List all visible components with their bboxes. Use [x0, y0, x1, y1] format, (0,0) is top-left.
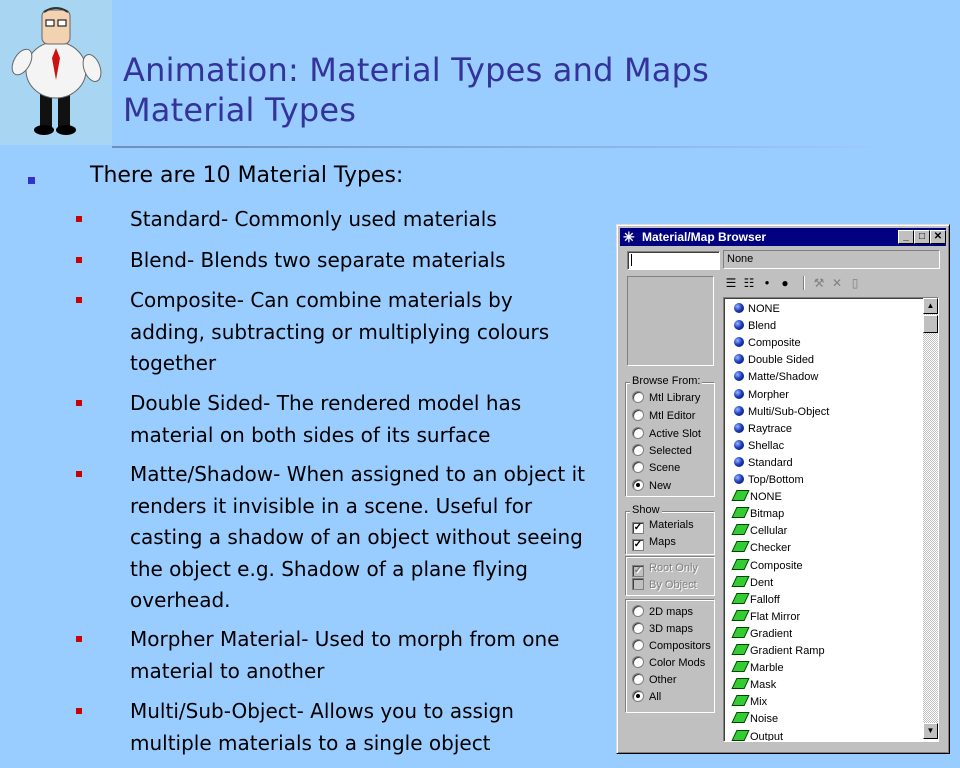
browse-from-title: Browse From:	[632, 375, 701, 387]
view-list-icon[interactable]: ☰	[725, 276, 737, 290]
scroll-up-button[interactable]: ▲	[923, 298, 938, 314]
text-cursor	[631, 254, 632, 266]
browse-from-group	[625, 375, 715, 497]
material-sphere-icon	[734, 440, 744, 450]
radio-button[interactable]	[632, 639, 644, 651]
material-list-item[interactable]	[734, 335, 801, 352]
list-item-label: Mix	[750, 696, 768, 709]
browse-active-slot-radio[interactable]	[632, 427, 701, 443]
maximize-button[interactable]: □	[914, 230, 930, 244]
browse-mtl-editor-radio[interactable]	[632, 409, 695, 425]
radio-label: Mtl Editor	[649, 410, 696, 422]
map-list-item[interactable]	[734, 677, 776, 694]
material-sphere-icon	[734, 423, 744, 433]
material-list-item[interactable]	[734, 472, 804, 489]
bullet-marker	[76, 400, 82, 406]
show-title: Show	[632, 504, 660, 516]
clear-library-icon[interactable]: ▯	[851, 276, 859, 290]
scroll-down-button[interactable]: ▼	[923, 723, 938, 739]
list-item-label: Composite	[748, 337, 801, 350]
map-parallelogram-icon	[731, 678, 749, 689]
map-parallelogram-icon	[731, 541, 749, 552]
map-parallelogram-icon	[731, 695, 749, 706]
list-scrollbar[interactable]	[923, 298, 938, 739]
browse-mtl-library-radio[interactable]	[632, 391, 700, 407]
checkbox-label: By Object	[649, 579, 697, 591]
show-materials-checkbox[interactable]	[632, 518, 694, 534]
filter-3d-maps-radio[interactable]	[632, 622, 693, 638]
radio-button[interactable]	[632, 444, 644, 456]
checkbox-label: Materials	[649, 519, 694, 531]
map-list-item[interactable]	[734, 558, 803, 575]
map-list-item[interactable]	[734, 540, 791, 557]
list-item-label: Morpher	[748, 388, 789, 401]
type-label: None	[723, 250, 940, 269]
list-item-label: Double Sided	[748, 354, 815, 367]
view-toolbar	[723, 275, 903, 293]
radio-button[interactable]	[632, 605, 644, 617]
material-sphere-icon	[734, 371, 744, 381]
list-item-label: Top/Bottom	[748, 474, 804, 486]
material-list-item[interactable]	[734, 387, 789, 404]
map-parallelogram-icon	[731, 507, 749, 518]
material-list-item[interactable]	[734, 455, 793, 472]
map-list-item[interactable]	[734, 609, 800, 626]
map-parallelogram-icon	[731, 730, 749, 741]
material-sphere-icon	[734, 320, 744, 330]
scroll-thumb[interactable]	[923, 315, 938, 333]
map-list-item[interactable]	[734, 523, 787, 540]
radio-button[interactable]	[632, 622, 644, 634]
radio-button[interactable]	[632, 409, 644, 421]
map-parallelogram-icon	[731, 644, 749, 655]
map-list-item[interactable]	[734, 489, 782, 506]
list-item-label: Raytrace	[748, 422, 793, 435]
dialog-titlebar[interactable]	[620, 228, 946, 246]
browse-selected-radio[interactable]	[632, 444, 692, 460]
dialog-title: Material/Map Browser	[642, 230, 767, 244]
toolbar-separator	[803, 276, 804, 290]
radio-button[interactable]	[632, 479, 644, 491]
material-list-item[interactable]	[734, 369, 818, 386]
map-parallelogram-icon	[731, 490, 749, 501]
material-list-item[interactable]	[734, 352, 814, 369]
material-sphere-icon	[734, 457, 744, 467]
list-item-label: Matte/Shadow	[748, 371, 819, 384]
radio-button[interactable]	[632, 656, 644, 668]
list-item-label: Gradient Ramp	[750, 645, 825, 657]
radio-label: 3D maps	[649, 623, 694, 635]
map-parallelogram-icon	[731, 559, 749, 570]
filter-2d-maps-radio[interactable]	[632, 605, 693, 621]
radio-label: Active Slot	[649, 428, 701, 440]
list-item-label: NONE	[750, 491, 782, 504]
list-item-label: Gradient	[750, 627, 793, 640]
by-object-checkbox[interactable]	[632, 578, 697, 594]
map-list-item[interactable]	[734, 575, 773, 592]
delete-icon[interactable]: ✕	[831, 276, 843, 290]
filter-other-radio[interactable]	[632, 673, 677, 689]
list-item-text: Blend- Blends two separate materials	[130, 248, 506, 272]
show-maps-checkbox[interactable]	[632, 535, 676, 551]
list-item-label: Bitmap	[750, 508, 785, 521]
map-parallelogram-icon	[731, 627, 749, 638]
list-item-text: Morpher Material- Used to morph from one material to another	[130, 627, 560, 683]
map-parallelogram-icon	[731, 524, 749, 535]
map-parallelogram-icon	[731, 576, 749, 587]
radio-button[interactable]	[632, 391, 644, 403]
material-list-item[interactable]	[734, 318, 776, 335]
map-list-item[interactable]	[734, 729, 783, 743]
list-item-text: Double Sided- The rendered model has material on both sides of its surface	[130, 391, 522, 447]
list-item-label: Noise	[750, 713, 779, 726]
list-item-text: Multi/Sub-Object- Allows you to assign multiple materials to a single object	[130, 699, 514, 755]
radio-button[interactable]	[632, 690, 644, 702]
slide-title-line2: Material Types	[123, 91, 357, 129]
material-sphere-icon	[734, 474, 744, 484]
list-item-text: Standard- Commonly used materials	[130, 207, 497, 231]
bullet-marker	[76, 471, 82, 477]
radio-label: Scene	[649, 462, 681, 474]
map-parallelogram-icon	[731, 610, 749, 621]
name-input[interactable]	[627, 251, 720, 270]
checkbox-label: Root Only	[649, 562, 698, 574]
filter-compositors-radio[interactable]	[632, 639, 711, 655]
map-list-item[interactable]	[734, 660, 784, 677]
mascot-figure	[0, 0, 112, 145]
list-item-label: Cellular	[750, 525, 788, 538]
map-parallelogram-icon	[731, 712, 749, 723]
radio-button[interactable]	[632, 461, 644, 473]
checkbox[interactable]: ✓	[633, 539, 643, 550]
list-item-label: Multi/Sub-Object	[748, 405, 830, 418]
close-button[interactable]: ✕	[930, 230, 946, 244]
material-sphere-icon	[734, 389, 744, 399]
app-icon: ✳	[623, 229, 635, 245]
material-map-browser-dialog	[616, 224, 950, 754]
radio-label: Selected	[649, 445, 692, 457]
map-list-item[interactable]	[734, 643, 825, 660]
list-item-label: Shellac	[748, 439, 785, 452]
material-sphere-icon	[734, 406, 744, 416]
list-item-label: Blend	[748, 320, 777, 333]
list-item-label: Flat Mirror	[750, 610, 801, 623]
bullet-marker	[76, 636, 82, 642]
map-list-item[interactable]	[734, 694, 767, 711]
list-item-label: Output	[750, 730, 784, 742]
map-list-item[interactable]	[734, 711, 778, 728]
bullet-marker	[76, 216, 82, 222]
root-options-group	[625, 556, 715, 596]
root-only-checkbox[interactable]	[632, 561, 698, 577]
view-small-icons-icon[interactable]: ●	[764, 278, 770, 287]
radio-label: 2D maps	[649, 606, 694, 618]
bullet-marker	[28, 177, 35, 184]
radio-label: Color Mods	[649, 657, 706, 669]
list-item-label: Standard	[748, 456, 793, 469]
show-group	[625, 504, 715, 555]
material-map-list[interactable]	[723, 297, 939, 742]
list-item-label: Checker	[750, 542, 791, 555]
material-sphere-icon	[734, 337, 744, 347]
slide-title	[123, 50, 709, 130]
checkbox[interactable]: ✓	[633, 565, 643, 576]
list-item-label: Dent	[750, 576, 774, 589]
bullet-marker	[76, 257, 82, 263]
radio-label: Mtl Library	[649, 392, 701, 404]
minimize-button[interactable]: _	[898, 230, 914, 244]
slide-title-line1: Animation: Material Types and Maps	[123, 51, 709, 89]
checkbox[interactable]	[632, 578, 644, 590]
list-item-label: Falloff	[750, 593, 780, 606]
list-item-label: Marble	[750, 662, 784, 675]
browse-new-radio[interactable]	[632, 479, 671, 495]
material-sphere-icon	[734, 354, 744, 364]
map-list-item[interactable]	[734, 626, 792, 643]
radio-label: New	[649, 480, 672, 492]
radio-button[interactable]	[632, 673, 644, 685]
filter-all-radio[interactable]	[632, 690, 661, 706]
update-scene-materials-icon[interactable]: ⚒	[813, 276, 825, 290]
material-list-item[interactable]	[734, 404, 829, 421]
material-list-item[interactable]	[734, 421, 792, 438]
checkbox[interactable]: ✓	[633, 522, 643, 533]
map-filter-group	[625, 599, 715, 713]
browse-scene-radio[interactable]	[632, 461, 680, 477]
list-item-label: NONE	[748, 303, 780, 315]
view-list-icons-icon[interactable]: ☷	[743, 276, 755, 290]
list-item-text: Matte/Shadow- When assigned to an object it renders it invisible in a scene. Useful for casting a shadow of an object without seeing the object e.g. Shadow of a plane flying overhead.	[130, 462, 586, 612]
material-sphere-icon	[734, 303, 744, 313]
map-parallelogram-icon	[731, 593, 749, 604]
title-divider	[112, 146, 872, 148]
list-item-label: Composite	[750, 559, 803, 572]
filter-color-mods-radio[interactable]	[632, 656, 705, 672]
mascot-panel	[0, 0, 112, 145]
bullet-marker	[76, 297, 82, 303]
bullet-marker	[76, 708, 82, 714]
radio-label: Compositors	[649, 640, 711, 652]
radio-button[interactable]	[632, 427, 644, 439]
map-parallelogram-icon	[731, 661, 749, 672]
list-item-label: Mask	[750, 679, 777, 692]
map-list-item[interactable]	[734, 592, 780, 609]
material-list-item[interactable]	[734, 438, 784, 455]
map-list-item[interactable]	[734, 506, 784, 523]
view-large-icons-icon[interactable]: ●	[781, 276, 789, 290]
material-preview	[627, 276, 714, 366]
material-list-item[interactable]	[734, 301, 780, 318]
intro-text: There are 10 Material Types:	[90, 163, 404, 188]
radio-label: All	[649, 691, 662, 703]
list-item-text: Composite- Can combine materials by adding, subtracting or multiplying colours together	[130, 288, 550, 375]
checkbox-label: Maps	[649, 536, 676, 548]
radio-label: Other	[649, 674, 677, 686]
